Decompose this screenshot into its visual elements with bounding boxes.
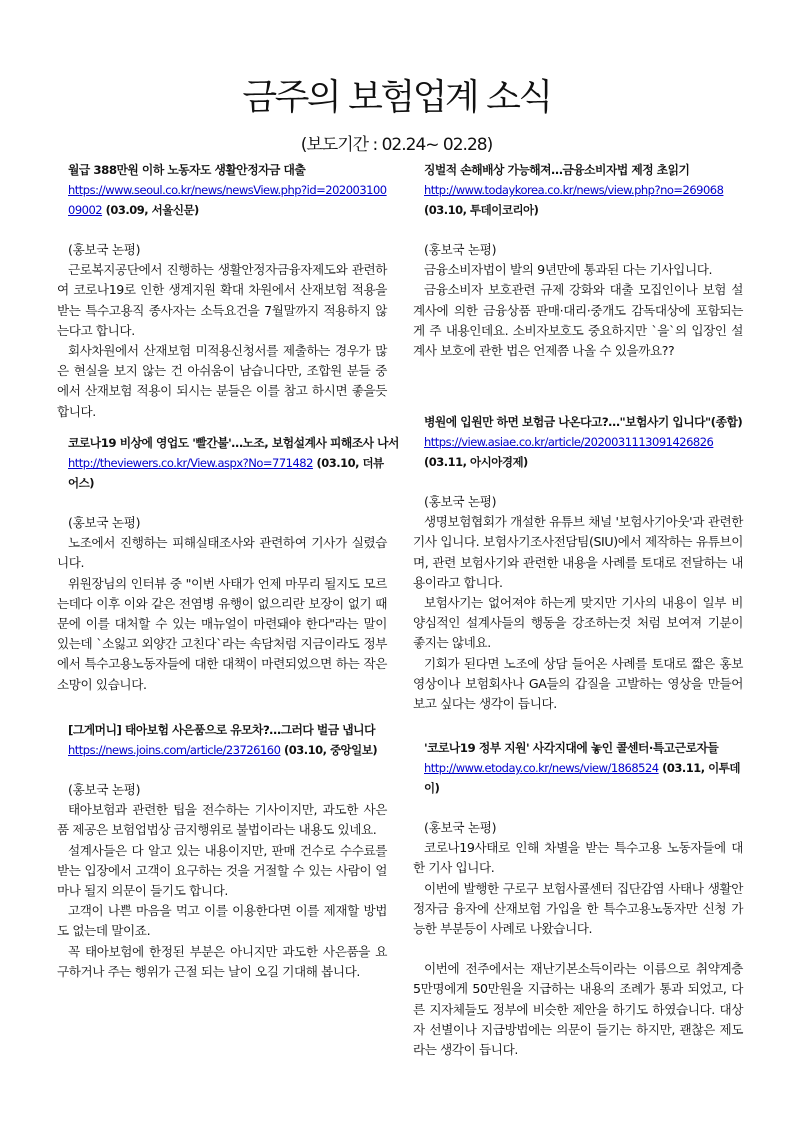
- review-paragraph: 고객이 나쁜 마음을 먹고 이를 이용한다면 이를 제재할 방법도 없는데 말이죠.: [57, 903, 387, 939]
- review-paragraph: 이번에 발행한 구로구 보험사콜센터 집단감염 사태나 생활안정자금 융자에 산재보험 가입을 한 특수고용노동자만 신청 가능한 부분등이 사례로 나왔습니다.: [413, 880, 743, 937]
- review-paragraph: 금융소비자 보호관련 규제 강화와 대출 모집인이나 보험 설계사에 의한 금융상품 판매·대리·중개도 감독대상에 포함되는게 주 내용인데요. 소비자보호도 중요하지만 `을`의 입장인 설계사 보호에 관한 법은 언제쯤 나올 수 있을까요??: [413, 282, 743, 359]
- article-link[interactable]: http://www.todaykorea.co.kr/news/view.php?no=269068: [424, 183, 724, 197]
- review-label: (홍보국 논평): [68, 515, 141, 530]
- article-source: [57, 453, 387, 493]
- review-label: (홍보국 논평): [424, 242, 497, 257]
- article-card: [57, 433, 399, 695]
- review-paragraph: 근로복지공단에서 진행하는 생활안정자금융자제도와 관련하여 코로나19로 인한 생계지원 확대 차원에서 산재보험 적용을 받는 특수고용직 종사자는 소득요건을 7월말까지 적용하지 않는다고 합니다.: [57, 262, 387, 338]
- article-date-outlet: (03.10, 투데이코리아): [424, 203, 539, 217]
- article-card: [57, 160, 387, 422]
- review-paragraph: 회사차원에서 산재보험 미적용신청서를 제출하는 경우가 많은 현실을 보지 않는 건 아쉬움이 남습니다만, 조합원 분들 중에서 산재보험 적용이 되시는 분들은 이를 참고 하시면 좋을듯 합니다.: [57, 343, 387, 419]
- article-card: [413, 738, 743, 1060]
- article-link[interactable]: http://theviewers.co.kr/View.aspx?No=771482: [68, 456, 313, 470]
- article-headline: '코로나19 정부 지원' 사각지대에 놓인 콜센터·특고근로자들: [424, 741, 719, 755]
- review-paragraph: 코로나19사태로 인해 차별을 받는 특수고용 노동자들에 대한 기사 입니다.: [413, 840, 743, 876]
- article-link[interactable]: https://www.seoul.co.kr/news/newsView.php?id=20200310009002: [68, 183, 387, 217]
- article-card: [57, 720, 387, 982]
- review-label: (홍보국 논평): [424, 820, 497, 835]
- article-source: [413, 432, 743, 472]
- page-title: 금주의 보험업계 소식: [242, 77, 551, 118]
- report-period: (보도기간 : 02.24~ 02.28): [300, 135, 493, 155]
- review-paragraph: 노조에서 진행하는 피해실태조사와 관련하여 기사가 실렸습니다.: [57, 535, 387, 571]
- review-paragraph: 위원장님의 인터뷰 중 "이번 사태가 언제 마무리 될지도 모르는데다 이후 이와 같은 전염병 유행이 없으리란 보장이 없기 때문에 이를 대처할 수 있는 매뉴얼이 마련돼야 한다"라는 말이 있는데 `소잃고 외양간 고친다`라는 속담처럼 지금이라도 정부에서 특수고용노동자들에 대한 대책이 마련되었으면 하는 작은 소망이 있습니다.: [57, 575, 387, 692]
- article-source: [57, 180, 387, 220]
- article-headline: 월급 388만원 이하 노동자도 생활안정자금 대출: [68, 163, 306, 177]
- article-link[interactable]: http://www.etoday.co.kr/news/view/1868524: [424, 761, 659, 775]
- article-date-outlet: (03.11, 이투데이): [424, 761, 740, 795]
- article-date-outlet: (03.11, 아시아경제): [424, 455, 528, 469]
- article-link[interactable]: https://news.joins.com/article/23726160: [68, 743, 281, 757]
- article-link[interactable]: https://view.asiae.co.kr/article/2020031113091426826: [424, 435, 714, 449]
- article-card: [413, 160, 743, 361]
- review-paragraph: 꼭 태아보험에 한정된 부분은 아니지만 과도한 사은품을 요구하거나 주는 행위가 근절 되는 날이 오길 기대해 봅니다.: [57, 943, 387, 979]
- article-headline: 징벌적 손해배상 가능해져…금융소비자법 제정 초읽기: [424, 163, 690, 177]
- review-paragraph: 이번에 전주에서는 재난기본소득이라는 이름으로 취약계층 5만명에게 50만원을 지급하는 내용의 조례가 통과 되었고, 다른 지자체들도 정부에 비슷한 제안을 하기도 하였습니다. 대상자 선별이나 지급방법에는 의문이 들기는 하지만, 괜찮은 제도라는 생각이 듭니다.: [413, 961, 743, 1058]
- review-paragraph: 보험사기는 없어져야 하는게 맞지만 기사의 내용이 일부 비양심적인 설계사들의 행동을 강조하는것 처럼 보여져 기분이 좋지는 않네요.: [413, 595, 743, 651]
- review-label: (홍보국 논평): [424, 494, 497, 509]
- review-paragraph: 금융소비자법이 발의 9년만에 통과된 다는 기사입니다.: [424, 262, 713, 278]
- article-headline: 병원에 입원만 하면 보험금 나온다고?…"보험사기 입니다"(종합): [424, 415, 743, 429]
- review-paragraph: 생명보험협회가 개설한 유튜브 채널 '보험사기아웃'과 관련한 기사 입니다. 보험사기조사전담팀(SIU)에서 제작하는 유튜브이며, 관련 보험사기와 관련한 내용을 사례를 토대로 전달하는 내용이라고 합니다.: [413, 514, 743, 590]
- article-headline: 코로나19 비상에 영업도 '빨간불'…노조, 보험설계사 피해조사 나서: [68, 436, 399, 450]
- article-date-outlet: (03.10, 더뷰어스): [68, 456, 384, 490]
- article-date-outlet: (03.10, 중앙일보): [283, 743, 378, 757]
- article-headline: [그게머니] 태아보험 사은품으로 유모차?…그러다 벌금 냅니다: [68, 723, 375, 737]
- review-label: (홍보국 논평): [68, 242, 141, 257]
- review-paragraph: 태아보험과 관련한 팁을 전수하는 기사이지만, 과도한 사은품 제공은 보험업법상 금지행위로 불법이라는 내용도 있네요.: [57, 802, 387, 838]
- article-source: [413, 180, 743, 220]
- article-source: [413, 758, 743, 798]
- article-source: [57, 740, 387, 760]
- review-label: (홍보국 논평): [68, 782, 141, 797]
- review-paragraph: 설계사들은 다 알고 있는 내용이지만, 판매 건수로 수수료를 받는 입장에서 고객이 요구하는 것을 거절할 수 있는 사람이 얼마나 될지 의문이 들기도 합니다.: [57, 842, 387, 899]
- paragraph-spacer: [413, 939, 743, 959]
- article-card: [413, 412, 743, 714]
- article-date-outlet: (03.09, 서울신문): [105, 203, 199, 217]
- review-paragraph: 기회가 된다면 노조에 상담 들어온 사례를 토대로 짧은 홍보영상이나 보험회사나 GA들의 갑질을 고발하는 영상을 만들어 보고 싶다는 생각이 듭니다.: [413, 655, 743, 712]
